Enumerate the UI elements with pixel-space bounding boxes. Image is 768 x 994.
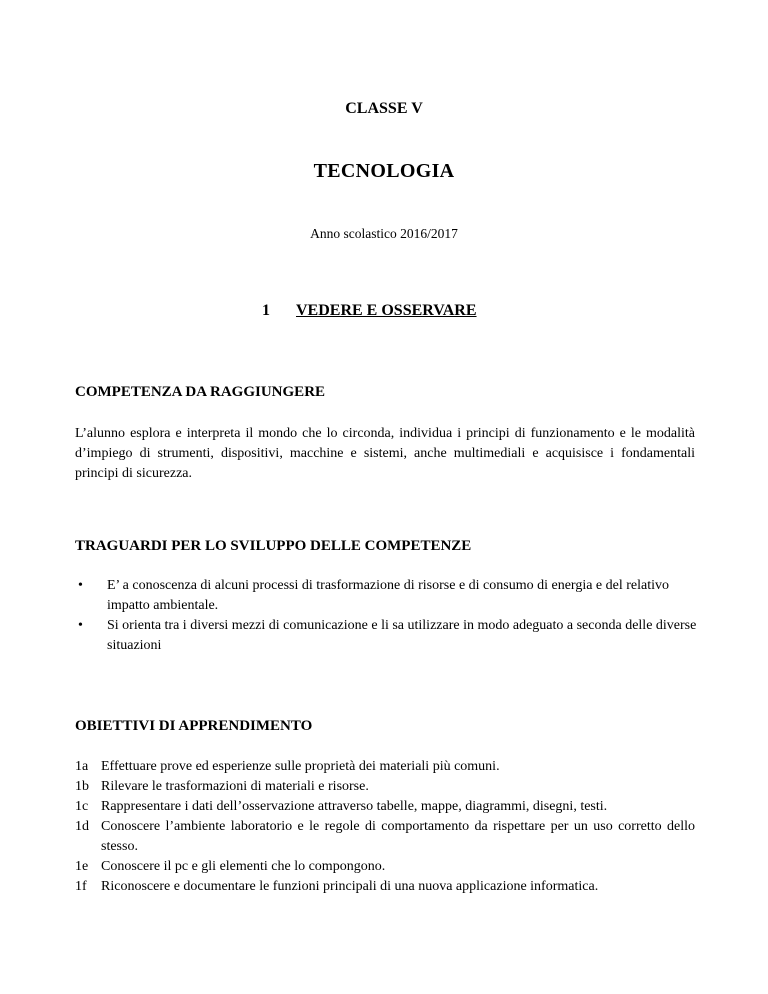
list-item: [75, 616, 715, 656]
objective-text: Rappresentare i dati dell’osservazione attraverso tabelle, mappe, diagrammi, disegni, testi.: [101, 799, 608, 814]
list-item: [75, 777, 695, 797]
bullet-icon: •: [78, 618, 83, 633]
competenza-heading: COMPETENZA DA RAGGIUNGERE: [75, 384, 326, 400]
objective-code: 1a: [75, 759, 89, 774]
section-number: 1: [262, 302, 270, 319]
objective-code: 1b: [75, 779, 89, 794]
list-item: [75, 877, 695, 897]
traguardi-heading: TRAGUARDI PER LO SVILUPPO DELLE COMPETENZE: [75, 538, 472, 554]
bullet-icon: •: [78, 578, 83, 593]
objective-text: Conoscere l’ambiente laboratorio e le regole di comportamento da rispettare per un uso corretto dello stesso.: [101, 819, 695, 854]
list-item: [75, 797, 695, 817]
list-item-text: E’ a conoscenza di alcuni processi di trasformazione di risorse e di consumo di energia e del relativo impatto ambientale.: [107, 578, 670, 613]
objective-text: Effettuare prove ed esperienze sulle proprietà dei materiali più comuni.: [101, 759, 500, 774]
list-item: [75, 817, 695, 857]
objective-code: 1d: [75, 819, 89, 834]
traguardi-list: [75, 576, 715, 656]
subject-title: TECNOLOGIA: [313, 160, 455, 182]
competenza-text: L’alunno esplora e interpreta il mondo che lo circonda, individua i principi di funzionamento e le modalità d’impiego di strumenti, dispositivi, macchine e sistemi, anche multimediali e acquisisce i fondamentali principi di sicurezza.: [75, 426, 695, 481]
list-item-text: Si orienta tra i diversi mezzi di comunicazione e li sa utilizzare in modo adeguato a seconda delle diverse situazioni: [107, 618, 697, 653]
class-title: CLASSE V: [345, 100, 423, 117]
objective-code: 1c: [75, 799, 89, 814]
objective-text: Rilevare le trasformazioni di materiali e risorse.: [101, 779, 369, 794]
list-item: [75, 576, 715, 616]
obiettivi-heading: OBIETTIVI DI APPRENDIMENTO: [75, 718, 313, 734]
list-item: [75, 857, 695, 877]
section-title: VEDERE E OSSERVARE: [296, 302, 477, 319]
obiettivi-list: [75, 757, 695, 897]
list-item: [75, 757, 695, 777]
objective-text: Conoscere il pc e gli elementi che lo compongono.: [101, 859, 386, 874]
objective-text: Riconoscere e documentare le funzioni principali di una nuova applicazione informatica.: [101, 879, 599, 894]
objective-code: 1e: [75, 859, 89, 874]
objective-code: 1f: [75, 879, 87, 894]
school-year: Anno scolastico 2016/2017: [310, 226, 458, 241]
section-heading: [262, 302, 477, 320]
